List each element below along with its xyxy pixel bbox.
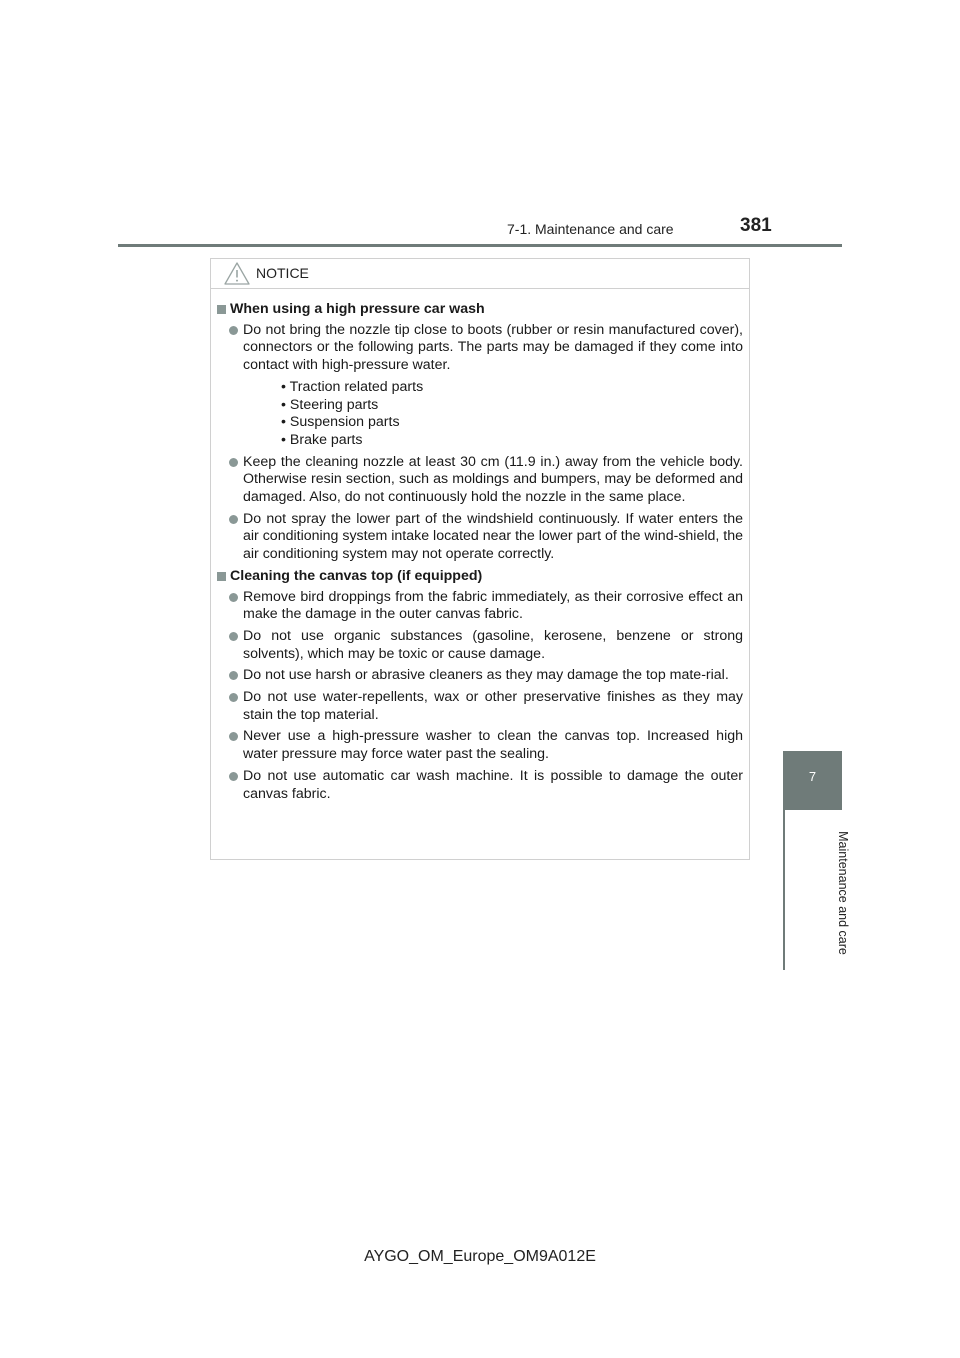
section-heading [217, 301, 743, 319]
header-divider [118, 244, 842, 247]
document-code: AYGO_OM_Europe_OM9A012E [364, 1248, 596, 1265]
sub-list-item: • Traction related parts [281, 378, 424, 395]
list-item [217, 454, 743, 507]
list-item-text: Do not spray the lower part of the windshield continuously. If water enters the air conditioning system intake located near the lower part of the wind-shield, the air conditioning system may not operate correctly. [243, 510, 743, 563]
warning-triangle-icon [224, 262, 250, 290]
round-bullet-icon [229, 632, 238, 641]
round-bullet-icon [229, 593, 238, 602]
chapter-number: 7 [808, 769, 817, 784]
chapter-label: Maintenance and care [836, 831, 850, 955]
list-item [217, 589, 743, 624]
list-item-text: Do not bring the nozzle tip close to boots (rubber or resin manufactured cover), connectors or the following parts. The parts may be damaged if they come into contact with high-pressure water. [243, 321, 743, 374]
chapter-tab [783, 751, 842, 810]
round-bullet-icon [229, 458, 238, 467]
section-heading-text: Cleaning the canvas top (if equipped) [230, 567, 483, 584]
list-item [217, 689, 743, 724]
list-item [217, 628, 743, 663]
list-item-text: Do not use organic substances (gasoline, kerosene, benzene or strong solvents), which may be toxic or cause damage. [243, 627, 743, 662]
list-item-text: Do not use automatic car wash machine. It is possible to damage the outer canvas fabric. [243, 767, 743, 802]
chapter-tab-line [783, 810, 785, 970]
round-bullet-icon [229, 732, 238, 741]
list-item [217, 768, 743, 803]
round-bullet-icon [229, 693, 238, 702]
list-item [217, 322, 743, 450]
section-heading-text: When using a high pressure car wash [230, 301, 485, 317]
notice-header [211, 259, 749, 289]
square-bullet-icon [217, 305, 226, 314]
square-bullet-icon [217, 572, 226, 581]
sub-list-item: • Steering parts [281, 396, 379, 413]
list-item-text: Do not use harsh or abrasive cleaners as they may damage the top mate-rial. [243, 667, 729, 684]
round-bullet-icon [229, 772, 238, 781]
list-item [217, 728, 743, 763]
section-title: 7-1. Maintenance and care [507, 221, 674, 237]
sub-list [243, 379, 743, 450]
list-item-text: Keep the cleaning nozzle at least 30 cm (11.9 in.) away from the vehicle body. Otherwise resin section, such as moldings and bumpers, may be deformed and damaged. Also, do not continuously hold the nozzle in the same place. [243, 453, 743, 506]
notice-title: NOTICE [256, 265, 309, 281]
round-bullet-icon [229, 671, 238, 680]
round-bullet-icon [229, 326, 238, 335]
list-item-text: Never use a high-pressure washer to clean the canvas top. Increased high water pressure may force water past the sealing. [243, 728, 743, 763]
notice-body [211, 289, 749, 803]
round-bullet-icon [229, 515, 238, 524]
list-item-text: Remove bird droppings from the fabric immediately, as their corrosive effect an make the damage in the outer canvas fabric. [243, 588, 743, 623]
sub-list-item: • Brake parts [281, 431, 363, 448]
page-number: 381 [740, 215, 772, 236]
section-heading [217, 568, 743, 586]
notice-box [210, 258, 750, 860]
sub-list-item: • Suspension parts [281, 414, 400, 431]
list-item [217, 511, 743, 564]
list-item [217, 667, 743, 685]
list-item-text: Do not use water-repellents, wax or other preservative finishes as they may stain the top material. [243, 689, 743, 723]
